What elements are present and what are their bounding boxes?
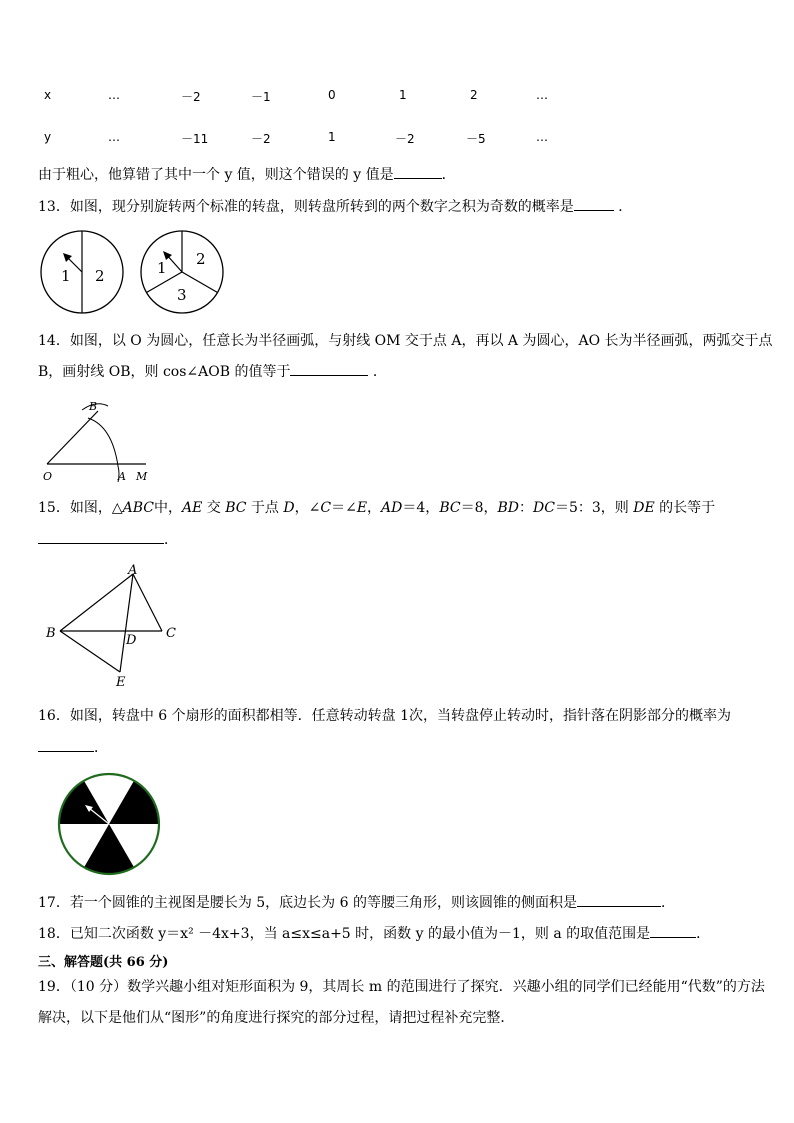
q12-sentence: 由于粗心，他算错了其中一个 y 值，则这个错误的 y 值是 bbox=[38, 167, 394, 183]
segment-be bbox=[60, 631, 120, 672]
q13-end: ． bbox=[618, 199, 633, 215]
q15-part: BD bbox=[497, 500, 520, 516]
table-cell: 1 bbox=[328, 130, 336, 144]
q18-text bbox=[38, 923, 710, 943]
answer-blank bbox=[394, 164, 442, 179]
table-cell: 1 bbox=[399, 88, 407, 102]
point-label-b: B bbox=[89, 400, 98, 413]
q15-part: 于点 bbox=[246, 500, 284, 516]
point-label-o: O bbox=[43, 470, 53, 483]
q15-answer-line bbox=[38, 529, 178, 549]
q13-sentence: 13．如图，现分别旋转两个标准的转盘，则转盘所转到的两个数字之积为奇数的概率是 bbox=[38, 199, 574, 215]
point-label-c: C bbox=[166, 626, 176, 641]
answer-blank bbox=[290, 361, 368, 376]
q15-part: 中， bbox=[153, 500, 182, 516]
q15-triangle-figure bbox=[42, 560, 184, 692]
q15-part: 交 bbox=[202, 500, 226, 516]
spinner-number: 2 bbox=[196, 250, 206, 268]
spinner-two bbox=[141, 231, 223, 313]
q16-end: ． bbox=[94, 740, 108, 756]
q14-construction-figure bbox=[38, 394, 162, 486]
q15-text bbox=[38, 497, 715, 517]
table-cell: x bbox=[44, 88, 52, 102]
table-cell: … bbox=[108, 88, 120, 102]
q16-text: 16．如图，转盘中 6 个扇形的面积都相等．任意转动转盘 1次，当转盘停止转动时，指针落在阴影部分的概率为 bbox=[38, 708, 731, 724]
segment-ab bbox=[60, 574, 133, 631]
segment-ac bbox=[133, 574, 162, 631]
table-cell: －2 bbox=[251, 132, 271, 146]
q15-part: DC bbox=[533, 500, 555, 516]
q15-part: 的长等于 bbox=[654, 500, 716, 516]
answer-blank bbox=[577, 892, 661, 907]
q15-part: AE bbox=[181, 500, 203, 516]
q15-part: ＝5：3，则 bbox=[554, 500, 634, 516]
table-cell: －1 bbox=[251, 90, 271, 104]
point-label-a: A bbox=[128, 563, 138, 578]
q17-sentence: 17．若一个圆锥的主视图是腰长为 5，底边长为 6 的等腰三角形，则该圆锥的侧面积是 bbox=[38, 895, 577, 911]
table-cell: －11 bbox=[181, 132, 209, 146]
answer-blank bbox=[38, 737, 94, 752]
q15-part: ＝8， bbox=[460, 500, 498, 516]
q15-part: △ABC bbox=[111, 500, 154, 516]
q15-part: ＝∠ bbox=[331, 500, 357, 516]
q15-part: AD bbox=[381, 500, 403, 516]
q19-line1: 19．（10 分）数学兴趣小组对矩形面积为 9，其周长 m 的范围进行了探究．兴趣小组的同学们已经能用“代数”的方法 bbox=[38, 979, 765, 995]
q15-part: DE bbox=[633, 500, 655, 516]
point-label-d: D bbox=[126, 633, 137, 648]
answer-blank bbox=[650, 923, 696, 938]
q15-part: ＝4， bbox=[402, 500, 440, 516]
q17-end: ． bbox=[660, 895, 675, 911]
q17-text bbox=[38, 892, 675, 912]
q15-part: ，∠ bbox=[294, 500, 321, 516]
q12-end: ． bbox=[441, 167, 456, 183]
q18-end: ． bbox=[696, 926, 711, 942]
point-label-m: M bbox=[136, 470, 148, 483]
table-cell: －2 bbox=[181, 90, 201, 104]
q13-text bbox=[38, 196, 632, 216]
arc-from-a bbox=[88, 418, 119, 482]
q14-sentence: B，画射线 OB，则 cos∠AOB 的值等于 bbox=[38, 364, 291, 380]
q15-part: C bbox=[320, 500, 332, 516]
table-cell: 0 bbox=[328, 88, 336, 102]
answer-blank bbox=[38, 529, 164, 544]
point-label-a: A bbox=[118, 470, 126, 483]
spinner-one bbox=[41, 231, 123, 313]
table-cell: －2 bbox=[395, 132, 415, 146]
answer-blank bbox=[574, 196, 614, 211]
q15-part: D bbox=[283, 500, 295, 516]
table-cell: … bbox=[536, 88, 548, 102]
q15-part: E bbox=[356, 500, 368, 516]
table-cell: … bbox=[108, 130, 120, 144]
q15-part: 15．如图， bbox=[38, 500, 112, 516]
q14-line1: 14．如图，以 O 为圆心，任意长为半径画弧，与射线 OM 交于点 A，再以 A 为圆心，AO 长为半径画弧，两弧交于点 bbox=[38, 333, 773, 349]
q16-answer-line bbox=[38, 737, 108, 757]
spinner-number: 2 bbox=[95, 267, 105, 285]
q16-spinner-figure bbox=[54, 772, 164, 876]
segment-ae bbox=[120, 574, 133, 672]
q14-line2 bbox=[38, 361, 387, 381]
point-label-b: B bbox=[46, 626, 56, 641]
table-cell: y bbox=[44, 130, 52, 144]
q13-spinners-figure bbox=[36, 226, 228, 318]
table-cell: －5 bbox=[466, 132, 486, 146]
q15-part: BC bbox=[225, 500, 247, 516]
q15-end: ． bbox=[164, 532, 178, 548]
q14-end: ． bbox=[372, 364, 387, 380]
spinner-number: 3 bbox=[177, 286, 187, 304]
spinner-number: 1 bbox=[61, 267, 71, 285]
q12-text bbox=[38, 164, 456, 184]
spinner-number: 1 bbox=[157, 259, 167, 277]
q15-part: ， bbox=[367, 500, 382, 516]
q19-line2: 解决，以下是他们从“图形”的角度进行探究的部分过程，请把过程补充完整． bbox=[38, 1010, 515, 1026]
table-cell: 2 bbox=[470, 88, 478, 102]
point-label-e: E bbox=[116, 675, 126, 690]
q18-sentence: 18．已知二次函数 y＝x² －4x+3，当 a≤x≤a+5 时，函数 y 的最小值为－1，则 a 的取值范围是 bbox=[38, 926, 651, 942]
q15-part: BC bbox=[439, 500, 461, 516]
q15-part: ： bbox=[519, 500, 534, 516]
section-heading: 三、解答题(共 66 分) bbox=[38, 955, 169, 970]
table-cell: … bbox=[536, 130, 548, 144]
